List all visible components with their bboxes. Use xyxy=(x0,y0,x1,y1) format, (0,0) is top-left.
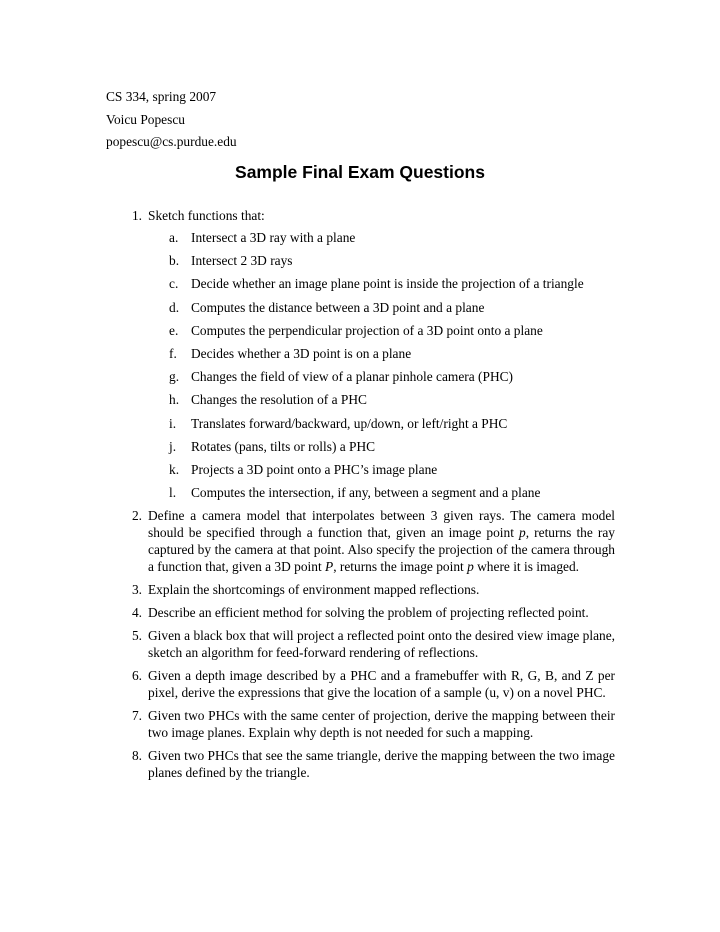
page-title: Sample Final Exam Questions xyxy=(235,162,485,182)
subquestion-text: Changes the resolution of a PHC xyxy=(191,392,367,408)
subquestion-g xyxy=(148,368,615,391)
subquestion-text: Rotates (pans, tilts or rolls) a PHC xyxy=(191,438,376,454)
course-line: CS 334, spring 2007 xyxy=(106,89,217,104)
subquestion-letter: g. xyxy=(169,369,180,385)
subquestion-l xyxy=(148,484,615,507)
subquestion-letter: h. xyxy=(169,392,180,408)
question-text: Describe an efficient method for solving the problem of projecting reflected point. xyxy=(148,605,589,621)
question-2 xyxy=(122,507,615,575)
question-4 xyxy=(122,604,615,621)
question-text: Given a black box that will project a reflected point onto the desired view image plane, sketch an algorithm for feed-forward rendering of reflections. xyxy=(148,628,615,661)
question-text: Given two PHCs that see the same triangle, derive the mapping between the two image planes defined by the triangle. xyxy=(148,748,615,781)
subquestion-letter: b. xyxy=(169,253,180,269)
subquestion-text: Computes the intersection, if any, between a segment and a plane xyxy=(191,485,541,501)
subquestion-e xyxy=(148,322,615,345)
subquestion-text: Translates forward/backward, up/down, or left/right a PHC xyxy=(191,415,508,431)
question-number: 8. xyxy=(131,748,142,764)
question-list xyxy=(122,207,615,787)
subquestion-letter: c. xyxy=(169,276,179,292)
subquestion-d xyxy=(148,299,615,322)
subquestion-letter: f. xyxy=(169,345,177,361)
question-8 xyxy=(122,747,615,781)
question-text: Explain the shortcomings of environment mapped reflections. xyxy=(148,582,480,598)
subquestion-letter: l. xyxy=(169,485,177,501)
question-number: 4. xyxy=(131,605,142,621)
question-number: 7. xyxy=(131,708,142,724)
subquestion-h xyxy=(148,391,615,414)
subquestion-a xyxy=(148,229,615,252)
subquestion-letter: i. xyxy=(169,415,177,431)
question-text-part: where it is imaged. xyxy=(473,559,580,575)
subquestion-text: Projects a 3D point onto a PHC’s image plane xyxy=(191,461,438,477)
question-number: 5. xyxy=(131,628,142,644)
document-header xyxy=(106,86,237,154)
question-6 xyxy=(122,667,615,701)
subquestion-k xyxy=(148,461,615,484)
question-text-part: , returns the image point xyxy=(333,559,468,575)
subquestion-b xyxy=(148,252,615,275)
subquestion-c xyxy=(148,275,615,298)
subquestion-j xyxy=(148,438,615,461)
question-5 xyxy=(122,627,615,661)
subquestion-text: Intersect a 3D ray with a plane xyxy=(191,230,356,245)
question-3 xyxy=(122,581,615,598)
question-text: Sketch functions that: xyxy=(148,208,265,223)
subquestion-text: Decide whether an image plane point is inside the projection of a triangle xyxy=(191,276,584,292)
subquestion-letter: e. xyxy=(169,322,179,338)
question-text: Given two PHCs with the same center of projection, derive the mapping between their two image planes. Explain why depth is not needed for such a mapping. xyxy=(148,708,615,741)
subquestion-text: Decides whether a 3D point is on a plane xyxy=(191,345,412,361)
variable-p: p xyxy=(467,559,474,575)
subquestion-text: Intersect 2 3D rays xyxy=(191,253,293,269)
subquestion-text: Changes the field of view of a planar pinhole camera (PHC) xyxy=(191,369,514,385)
question-7 xyxy=(122,707,615,741)
subquestion-letter: a. xyxy=(169,230,179,245)
question-number: 1. xyxy=(131,208,142,223)
subquestion-text: Computes the perpendicular projection of a 3D point onto a plane xyxy=(191,322,543,338)
question-text: Given a depth image described by a PHC and a framebuffer with R, G, B, and Z per pixel, derive the expressions that give the location of a sample (u, v) on a novel PHC. xyxy=(148,668,615,701)
subquestion-text: Computes the distance between a 3D point and a plane xyxy=(191,299,485,315)
author-line: Voicu Popescu xyxy=(106,111,185,127)
question-text-part: Define a camera model that interpolates between 3 given rays. The camera model should be specified through a function that, given an image point xyxy=(148,508,615,541)
variable-P: P xyxy=(325,559,334,575)
question-text-part: , returns the ray captured by the camera at that point. Also specify the projection of the camera through a function that, given a 3D point xyxy=(148,525,615,575)
subquestion-i xyxy=(148,415,615,438)
question-text xyxy=(148,507,615,575)
subquestion-f xyxy=(148,345,615,368)
subquestion-letter: k. xyxy=(169,461,180,477)
variable-p: p xyxy=(519,525,526,541)
email-line: popescu@cs.purdue.edu xyxy=(106,134,237,149)
question-number: 6. xyxy=(131,668,142,684)
subquestion-list xyxy=(148,229,615,507)
question-1 xyxy=(122,207,615,507)
question-number: 3. xyxy=(131,582,142,598)
subquestion-letter: j. xyxy=(169,438,177,454)
question-number: 2. xyxy=(131,508,142,524)
subquestion-letter: d. xyxy=(169,299,180,315)
